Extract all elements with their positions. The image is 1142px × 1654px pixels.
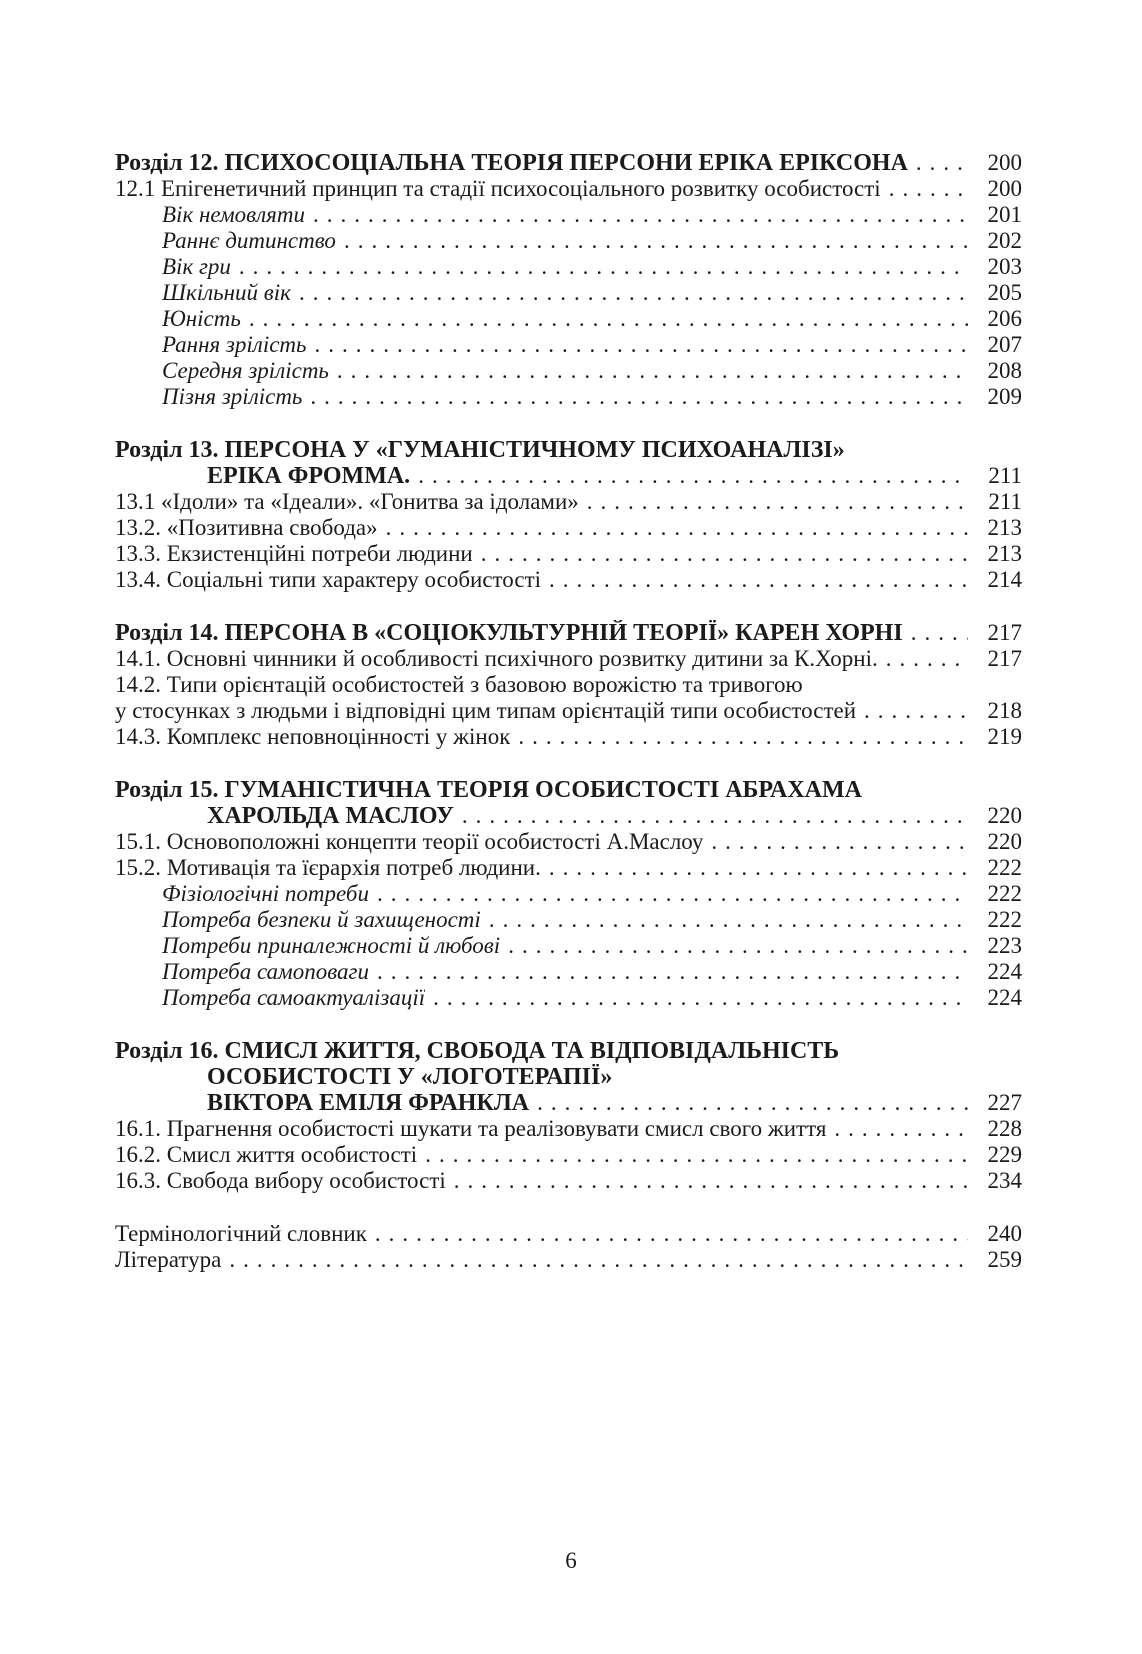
dot-leader bbox=[229, 1247, 968, 1273]
page-number: 6 bbox=[565, 1548, 577, 1573]
toc-row bbox=[115, 829, 1022, 855]
toc-entry-page: 207 bbox=[987, 332, 1022, 357]
toc-entry-title: ОСОБИСТОСТІ У «ЛОГОТЕРАПІЇ» bbox=[207, 1064, 613, 1090]
toc-entry-page: 227 bbox=[987, 1090, 1022, 1115]
toc-entry-title: ВІКТОРА ЕМІЛЯ ФРАНКЛА bbox=[207, 1090, 530, 1116]
toc-entry-page: 219 bbox=[987, 724, 1022, 749]
toc-entry-page: 209 bbox=[987, 384, 1022, 409]
toc-row bbox=[115, 777, 1022, 803]
toc-row bbox=[115, 489, 1022, 515]
toc-entry-title: Середня зрілість bbox=[162, 358, 329, 383]
toc-entry-page: 211 bbox=[988, 463, 1022, 488]
toc-entry-page: 200 bbox=[987, 176, 1022, 201]
dot-leader bbox=[864, 698, 968, 724]
dot-leader bbox=[313, 202, 968, 228]
toc-entry-page: 217 bbox=[987, 646, 1022, 671]
toc-row bbox=[115, 1247, 1022, 1273]
toc-entry-page: 223 bbox=[987, 933, 1022, 958]
toc-row bbox=[115, 1116, 1022, 1142]
toc-entry-title: Пізня зрілість bbox=[162, 384, 303, 409]
toc-entry-page: 240 bbox=[987, 1221, 1022, 1246]
dot-leader bbox=[537, 1090, 968, 1116]
toc-entry-title: Розділ 14. ПЕРСОНА В «СОЦІОКУЛЬТУРНІЙ ТЕОРІЇ» КАРЕН ХОРНІ bbox=[115, 620, 903, 646]
toc-section bbox=[115, 150, 1022, 410]
dot-leader bbox=[337, 358, 968, 384]
toc-entry-page: 206 bbox=[987, 306, 1022, 331]
toc-entry-title: Рання зрілість bbox=[162, 332, 307, 357]
toc-entry-title: 14.1. Основні чинники й особливості психічного розвитку дитини за К.Хорні. bbox=[115, 646, 878, 671]
toc-entry-title: Вік немовляти bbox=[162, 202, 305, 227]
toc-entry-title: ЕРІКА ФРОММА. bbox=[207, 463, 411, 489]
toc-entry-page: 220 bbox=[987, 829, 1022, 854]
dot-leader bbox=[315, 332, 968, 358]
toc-entry-title: у стосунках з людьми і відповідні цим типам орієнтацій типи особистостей bbox=[115, 698, 857, 723]
toc-entry-page: 213 bbox=[987, 541, 1022, 566]
toc-row bbox=[115, 698, 1022, 724]
dot-leader bbox=[889, 176, 968, 202]
toc-row bbox=[115, 280, 1022, 306]
toc-row bbox=[115, 933, 1022, 959]
toc-row bbox=[115, 1168, 1022, 1194]
dot-leader bbox=[433, 985, 968, 1011]
toc-section bbox=[115, 777, 1022, 1011]
toc-row bbox=[115, 332, 1022, 358]
toc-entry-title: Розділ 13. ПЕРСОНА У «ГУМАНІСТИЧНОМУ ПСИХОАНАЛІЗІ» bbox=[115, 437, 845, 463]
dot-leader bbox=[549, 567, 968, 593]
toc-entry-page: 200 bbox=[987, 150, 1022, 175]
toc-entry-page: 205 bbox=[987, 280, 1022, 305]
toc-row bbox=[115, 855, 1022, 881]
toc-entry-title: Розділ 12. ПСИХОСОЦІАЛЬНА ТЕОРІЯ ПЕРСОНИ ЕРІКА ЕРІКСОНА bbox=[115, 150, 908, 176]
dot-leader bbox=[418, 463, 968, 489]
table-of-contents bbox=[115, 150, 1022, 1273]
toc-row bbox=[115, 463, 1022, 489]
toc-entry-title: 14.3. Комплекс неповноцінності у жінок bbox=[115, 724, 511, 749]
toc-entry-page: 218 bbox=[987, 698, 1022, 723]
toc-entry-title: Потреба самоповаги bbox=[162, 959, 370, 984]
toc-entry-page: 208 bbox=[987, 358, 1022, 383]
toc-row bbox=[115, 1142, 1022, 1168]
toc-entry-page: 259 bbox=[987, 1247, 1022, 1272]
dot-leader bbox=[549, 855, 968, 881]
toc-entry-page: 217 bbox=[987, 620, 1022, 645]
toc-row bbox=[115, 384, 1022, 410]
toc-section bbox=[115, 1038, 1022, 1194]
toc-entry-page: 211 bbox=[988, 489, 1022, 514]
toc-entry-title: 16.1. Прагнення особистості шукати та реалізовувати смисл свого життя bbox=[115, 1116, 827, 1141]
toc-section bbox=[115, 620, 1022, 750]
dot-leader bbox=[377, 881, 968, 907]
toc-entry-title: 13.3. Екзистенційні потреби людини bbox=[115, 541, 473, 566]
dot-leader bbox=[587, 489, 968, 515]
toc-row bbox=[115, 515, 1022, 541]
dot-leader bbox=[462, 803, 968, 829]
toc-entry-title: 16.2. Смисл життя особистості bbox=[115, 1142, 418, 1167]
dot-leader bbox=[481, 541, 968, 567]
toc-row bbox=[115, 202, 1022, 228]
toc-row bbox=[115, 358, 1022, 384]
toc-entry-title: 15.1. Основоположні концепти теорії особистості А.Маслоу bbox=[115, 829, 704, 854]
toc-entry-page: 220 bbox=[987, 803, 1022, 828]
toc-row bbox=[115, 1038, 1022, 1064]
toc-section bbox=[115, 1221, 1022, 1273]
toc-row bbox=[115, 228, 1022, 254]
dot-leader bbox=[911, 620, 968, 646]
toc-entry-title: 15.2. Мотивація та їєрархія потреб людини. bbox=[115, 855, 541, 880]
dot-leader bbox=[834, 1116, 968, 1142]
toc-entry-page: 228 bbox=[987, 1116, 1022, 1141]
toc-entry-page: 202 bbox=[987, 228, 1022, 253]
toc-entry-title: Потреби приналежності й любові bbox=[162, 933, 501, 958]
toc-row bbox=[115, 620, 1022, 646]
dot-leader bbox=[489, 907, 968, 933]
toc-row bbox=[115, 907, 1022, 933]
dot-leader bbox=[518, 724, 968, 750]
toc-entry-title: Термінологічний словник bbox=[115, 1221, 367, 1246]
toc-row bbox=[115, 150, 1022, 176]
dot-leader bbox=[886, 646, 968, 672]
toc-row bbox=[115, 1090, 1022, 1116]
toc-entry-title: 14.2. Типи орієнтацій особистостей з базовою ворожістю та тривогою bbox=[115, 672, 803, 697]
toc-row bbox=[115, 959, 1022, 985]
toc-row bbox=[115, 672, 1022, 698]
dot-leader bbox=[344, 228, 968, 254]
toc-entry-title: Раннє дитинство bbox=[162, 228, 336, 253]
toc-row bbox=[115, 646, 1022, 672]
dot-leader bbox=[454, 1168, 968, 1194]
toc-row bbox=[115, 1221, 1022, 1247]
dot-leader bbox=[249, 306, 968, 332]
toc-entry-page: 222 bbox=[987, 907, 1022, 932]
dot-leader bbox=[508, 933, 968, 959]
toc-entry-page: 224 bbox=[987, 985, 1022, 1010]
toc-entry-title: ХАРОЛЬДА МАСЛОУ bbox=[207, 803, 454, 829]
toc-entry-title: Фізіологічні потреби bbox=[162, 881, 369, 906]
dot-leader bbox=[299, 280, 968, 306]
toc-entry-page: 224 bbox=[987, 959, 1022, 984]
toc-entry-title: Література bbox=[115, 1247, 222, 1272]
dot-leader bbox=[386, 515, 968, 541]
toc-entry-title: Вік гри bbox=[162, 254, 231, 279]
dot-leader bbox=[375, 1221, 968, 1247]
toc-entry-title: 13.1 «Ідоли» та «Ідеали». «Гонитва за ідолами» bbox=[115, 489, 579, 514]
toc-entry-title: Розділ 16. СМИСЛ ЖИТТЯ, СВОБОДА ТА ВІДПОВІДАЛЬНІСТЬ bbox=[115, 1038, 840, 1064]
toc-entry-page: 229 bbox=[987, 1142, 1022, 1167]
dot-leader bbox=[711, 829, 968, 855]
toc-entry-title: 13.2. «Позитивна свобода» bbox=[115, 515, 378, 540]
toc-row bbox=[115, 803, 1022, 829]
toc-entry-title: Розділ 15. ГУМАНІСТИЧНА ТЕОРІЯ ОСОБИСТОСТІ АБРАХАМА bbox=[115, 777, 862, 803]
toc-entry-title: 16.3. Свобода вибору особистості bbox=[115, 1168, 446, 1193]
toc-entry-title: Юність bbox=[162, 306, 241, 331]
toc-entry-page: 201 bbox=[987, 202, 1022, 227]
dot-leader bbox=[425, 1142, 968, 1168]
toc-row bbox=[115, 306, 1022, 332]
toc-row bbox=[115, 881, 1022, 907]
toc-row bbox=[115, 1064, 1022, 1090]
toc-entry-title: Потреба безпеки й захищеності bbox=[162, 907, 481, 932]
toc-section bbox=[115, 437, 1022, 593]
toc-row bbox=[115, 254, 1022, 280]
dot-leader bbox=[239, 254, 968, 280]
toc-entry-page: 234 bbox=[987, 1168, 1022, 1193]
toc-entry-page: 214 bbox=[987, 567, 1022, 592]
toc-row bbox=[115, 567, 1022, 593]
toc-row bbox=[115, 176, 1022, 202]
toc-entry-title: Потреба самоактуалізації bbox=[162, 985, 426, 1010]
toc-row bbox=[115, 541, 1022, 567]
toc-entry-page: 203 bbox=[987, 254, 1022, 279]
toc-entry-title: Шкільний вік bbox=[162, 280, 291, 305]
dot-leader bbox=[377, 959, 968, 985]
toc-entry-page: 222 bbox=[987, 855, 1022, 880]
dot-leader bbox=[916, 150, 968, 176]
toc-entry-title: 13.4. Соціальні типи характеру особистості bbox=[115, 567, 542, 592]
toc-entry-title: 12.1 Епігенетичний принцип та стадії психосоціального розвитку особистості bbox=[115, 176, 881, 201]
toc-row bbox=[115, 985, 1022, 1011]
dot-leader bbox=[310, 384, 968, 410]
toc-entry-page: 222 bbox=[987, 881, 1022, 906]
toc-row bbox=[115, 724, 1022, 750]
toc-entry-page: 213 bbox=[987, 515, 1022, 540]
toc-row bbox=[115, 437, 1022, 463]
